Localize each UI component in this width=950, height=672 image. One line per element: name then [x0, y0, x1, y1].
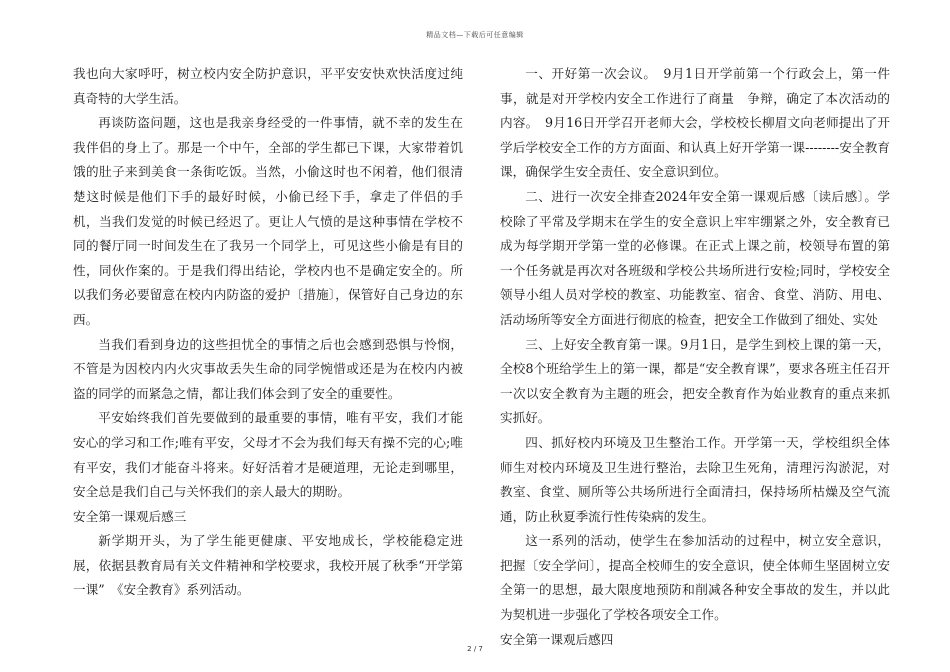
paragraph: 再谈防盗问题，这也是我亲身经受的一件事情，就不幸的发生在我伴侣的身上了。那是一个中午，全部的学生都已下课，大家带着饥饿的肚子来到美食一条街吃饭。当然，小偷这时也不闲着，他们很清楚这时候是他们下手的最好时候，小偷已经下手，拿走了伴侣的手机，当我们发觉的时候已经迟了。更让人气愤的是这种事情在学校不同的餐厅同一时间发生在了我另一个同学上，可见这些小偷是有目的性，同伙作案的。于是我们得出结论，学校内也不是确定安全的。所以我们务必要留意在校内内防盗的爱护〔措施〕，保管好自己身边的东西。: [73, 115, 463, 327]
left-column: [73, 62, 463, 603]
paragraph: 平安始终我们首先要做到的最重要的事情，唯有平安，我们才能安心的学习和工作;唯有平安，父母才不会为我们每天有操不完的心;唯有平安，我们才能奋斗将来。好好活着才是硬道理，无论走到哪里，安全总是我们自己与关怀我们的亲人最大的期盼。: [73, 410, 463, 500]
paragraph: 我也向大家呼吁，树立校内安全防护意识，平平安安快欢快活度过纯真奇特的大学生活。: [73, 66, 463, 106]
paragraph: 一、开好第一次会议。 9月1日开学前第一个行政会上，第一件事，就是对开学校内安全工作进行了商量 争辩，确定了本次活动的内容。 9月16日开学召开老师大会，学校校长柳眉文向老师提出了开学后学校安全工作的方方面面、和认真上好开学第一课--------安全教育课，确保学生安全责任、安全意识到位。: [500, 66, 890, 180]
paragraph: 二、进行一次安全排查2024年安全第一课观后感〔读后感〕。学校除了平常及学期末在学生的安全意识上牢牢绷紧之外，安全教育已成为每学期开学第一堂的必修课。在正式上课之前，校领导布置的第一个任务就是再次对各班级和学校公共场所进行安检;同时，学校安全领导小组人员对学校的教室、功能教室、宿舍、食堂、消防、用电、活动场所等安全方面进行彻底的检查，把安全工作做到了细处、实处: [500, 188, 890, 327]
document-header: 精品文档—下载后可任意编辑: [426, 31, 524, 39]
paragraph: 新学期开头，为了学生能更健康、平安地成长，学校能稳定进展，依据县教育局有关文件精神和学校要求，我校开展了秋季“开学第一课” 《安全教育》系列活动。: [73, 533, 463, 598]
page-number: 2 / 7: [467, 645, 483, 653]
paragraph: 四、抓好校内环境及卫生整治工作。开学第一天，学校组织全体师生对校内环境及卫生进行整治，去除卫生死角，清理污沟淤泥，对教室、食堂、厕所等公共场所进行全面清扫，保持场所枯燥及空气流通，防止秋夏季流行性传染病的发生。: [500, 434, 890, 524]
paragraph: 三、上好安全教育第一课。9月1日，是学生到校上课的第一天，全校8个班给学生上的第一课，都是“安全教育课”，要求各班主任召开一次以安全教育为主题的班会，把安全教育作为始业教育的重点来抓实抓好。: [500, 336, 890, 426]
paragraph: 当我们看到身边的这些担忧全的事情之后也会感到恐惧与怜悯，不管是为因校内内火灾事故丢失生命的同学惋惜或还是为在校内内被盗的同学的而紧急之情，都让我们体会到了安全的重要性。: [73, 336, 463, 401]
paragraph: 这一系列的活动，使学生在参加活动的过程中，树立安全意识，把握〔安全学问〕，提高全校师生的安全意识，使全体师生坚固树立安全第一的思想，最大限度地预防和削减各种安全事故的发生，并以此为契机进一步强化了学校各项安全工作。: [500, 533, 890, 623]
section-heading: 安全第一课观后感四: [500, 631, 614, 647]
right-column: [500, 62, 890, 652]
section-heading: 安全第一课观后感三: [73, 508, 187, 524]
